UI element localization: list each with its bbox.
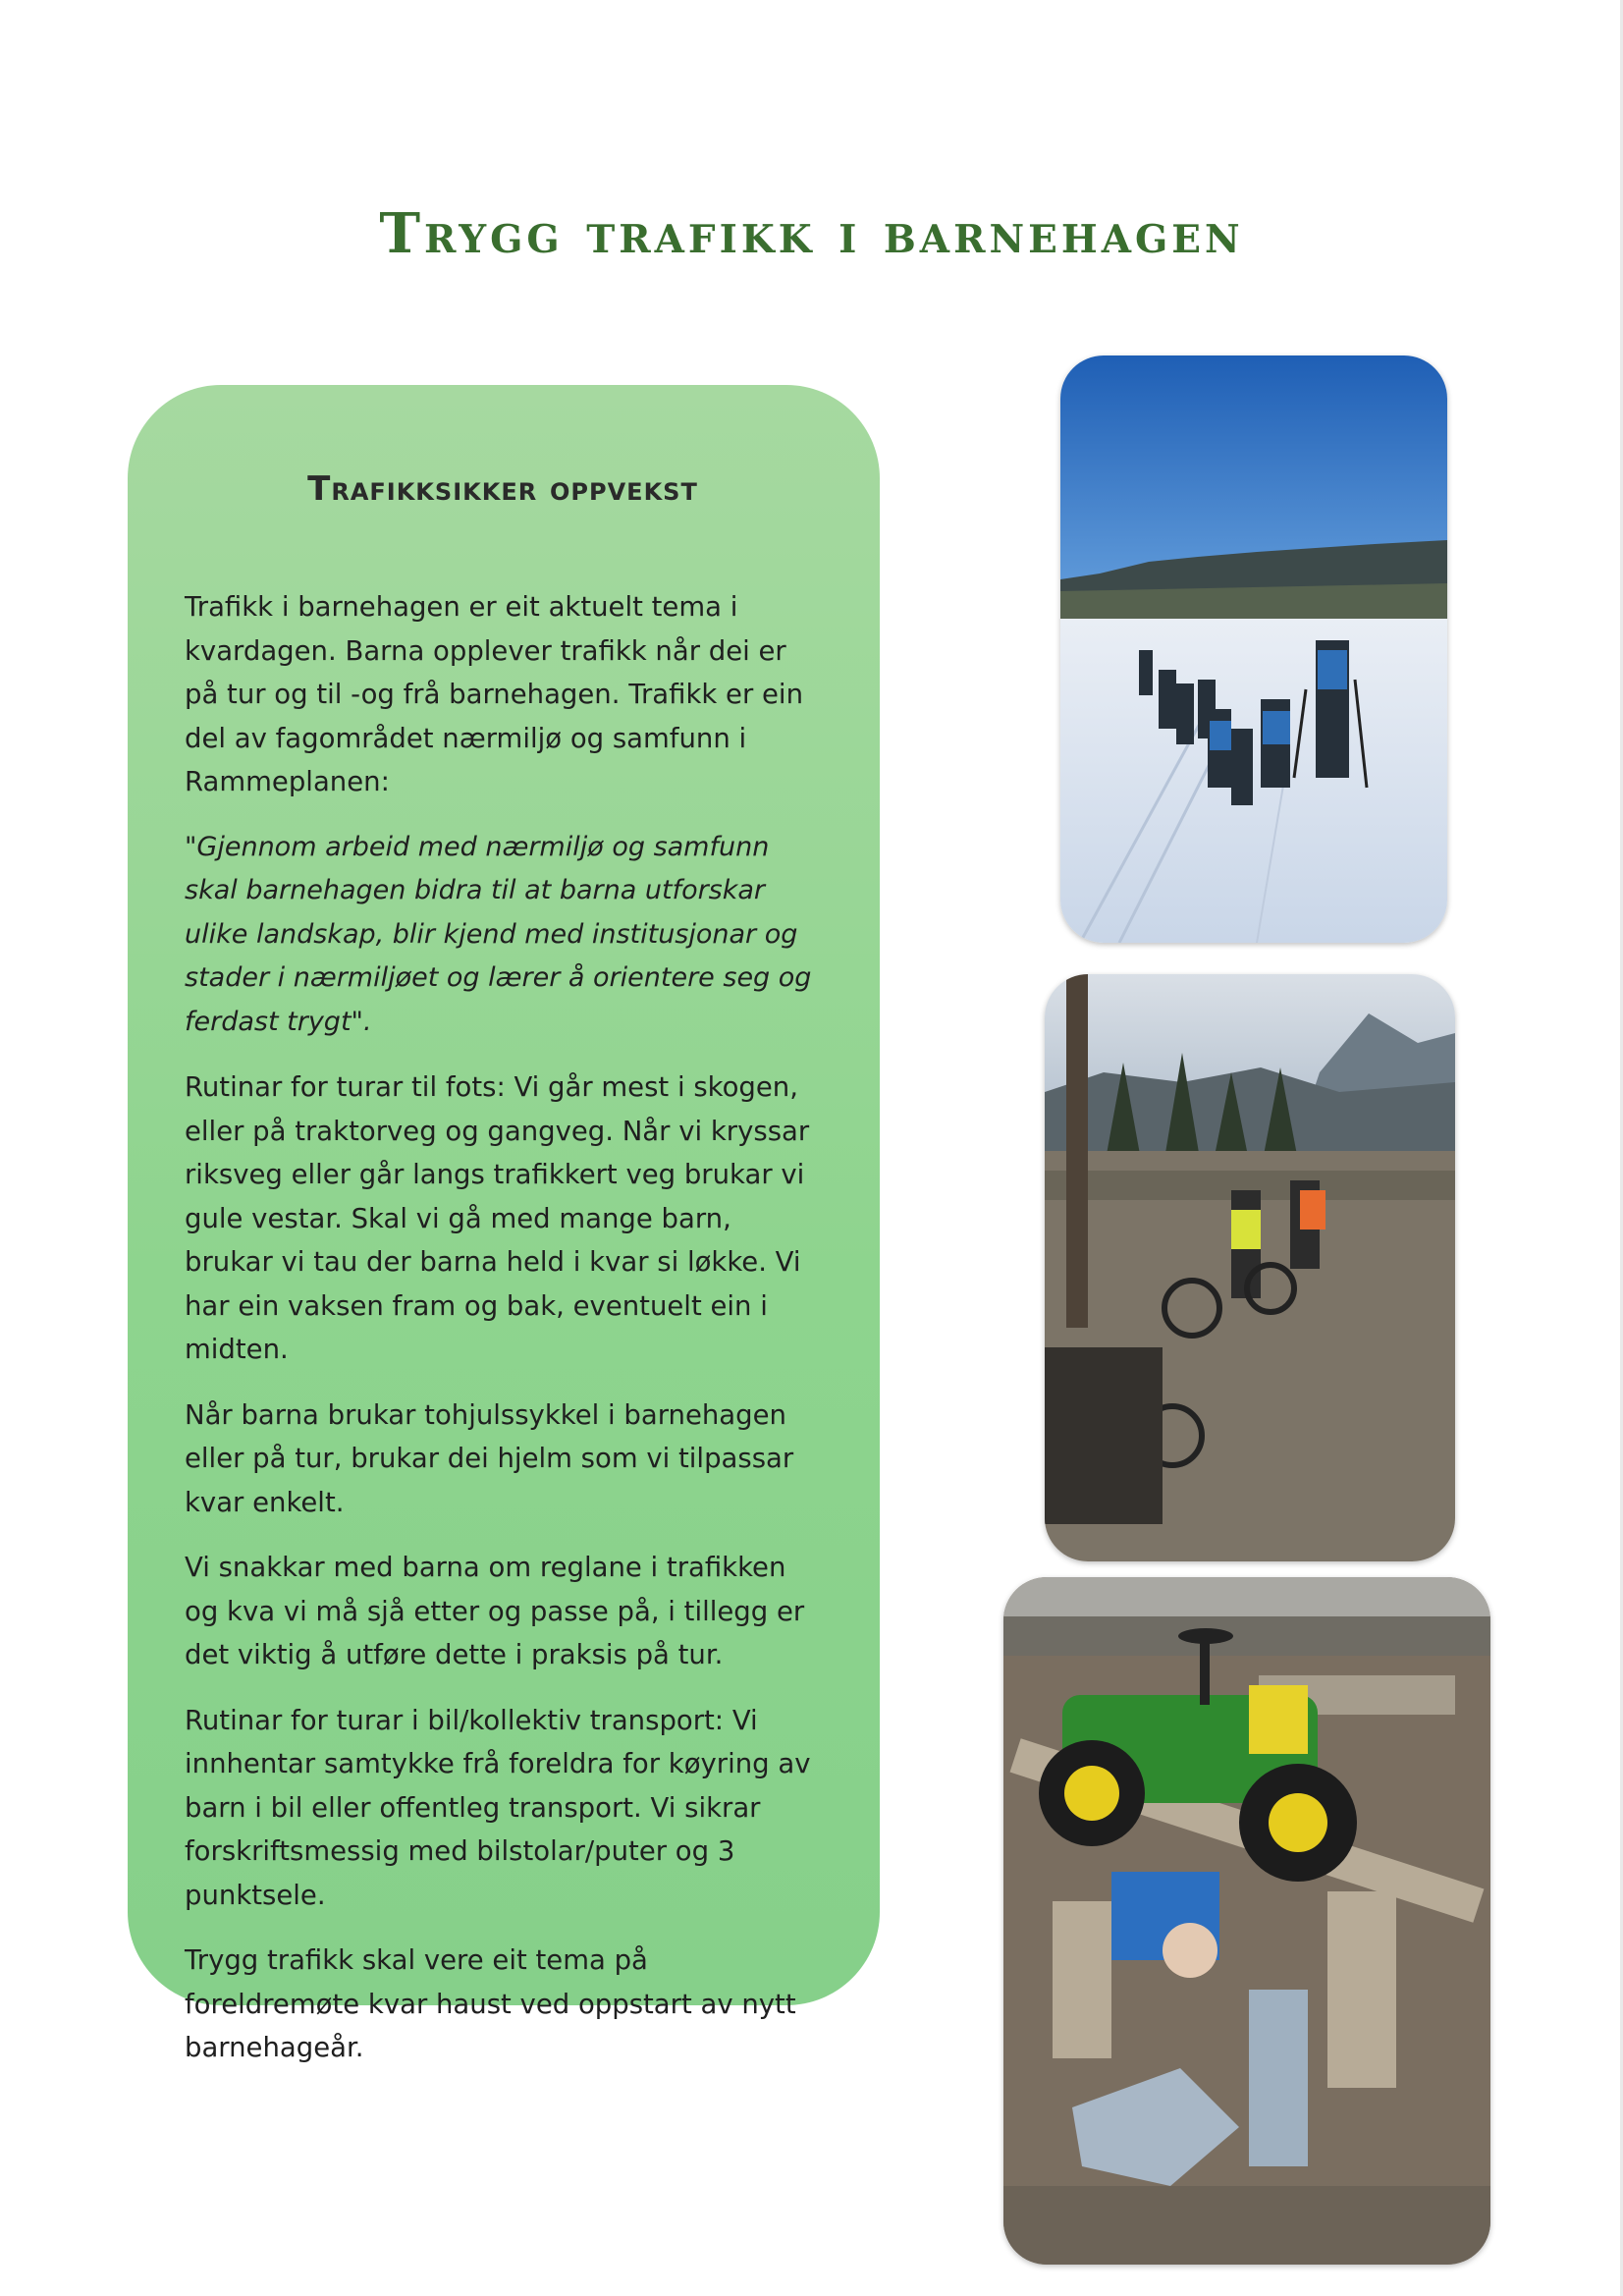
paragraph-quote: "Gjennom arbeid med nærmiljø og samfunn skal barnehagen bidra til at barna utforskar ulike landskap, blir kjend med institusjonar og stader i nærmiljøet og lærer å orientere seg og ferdast trygt". (185, 831, 812, 1037)
box-heading: Trafikksikker oppvekst (307, 469, 698, 509)
paragraph-walking: Rutinar for turar til fots: Vi går mest i skogen, eller på traktorveg og gangveg. Når vi kryssar riksveg eller går langs trafikkert veg brukar vi gule vestar. Skal vi gå med mange barn, brukar vi tau der barna held i kvar si løkke. Vi har ein vaksen fram og bak, eventuelt ein i midten. (185, 1071, 810, 1365)
info-box (128, 385, 880, 2063)
paragraph-bicycle: Når barna brukar tohjulssykkel i barnehagen eller på tur, brukar dei hjelm som vi tilpassar kvar enkelt. (185, 1398, 794, 1518)
toy-tractor-image (1003, 1577, 1490, 2265)
photo-bicycles (1045, 974, 1455, 1561)
bicycles-image (1045, 974, 1455, 1561)
page-title: Trygg trafikk i barnehagen (379, 201, 1244, 266)
paragraph-car: Rutinar for turar i bil/kollektiv transport: Vi innhentar samtykke frå foreldra for køyring av barn i bil eller offentleg transport. Vi sikrar forskriftsmessig med bilstolar/puter og 3 punktsele. (185, 1704, 811, 1911)
photo-toy-tractor (1003, 1577, 1490, 2265)
paragraph-rules: Vi snakkar med barna om reglane i trafikken og kva vi må sjå etter og passe på, i tillegg er det viktig å utføre dette i praksis på tur. (185, 1552, 805, 1670)
paragraph-intro: Trafikk i barnehagen er eit aktuelt tema i kvardagen. Barna opplever trafikk når dei er på tur og til -og frå barnehagen. Trafikk er ein del av fagområdet nærmiljø og samfunn i Rammeplanen: (185, 591, 804, 797)
ski-trip-image (1060, 355, 1447, 943)
paragraph-meeting: Trygg trafikk skal vere eit tema på foreldremøte kvar haust ved oppstart av nytt barnehageår. (185, 1944, 796, 2063)
photo-ski-trip (1060, 355, 1447, 943)
